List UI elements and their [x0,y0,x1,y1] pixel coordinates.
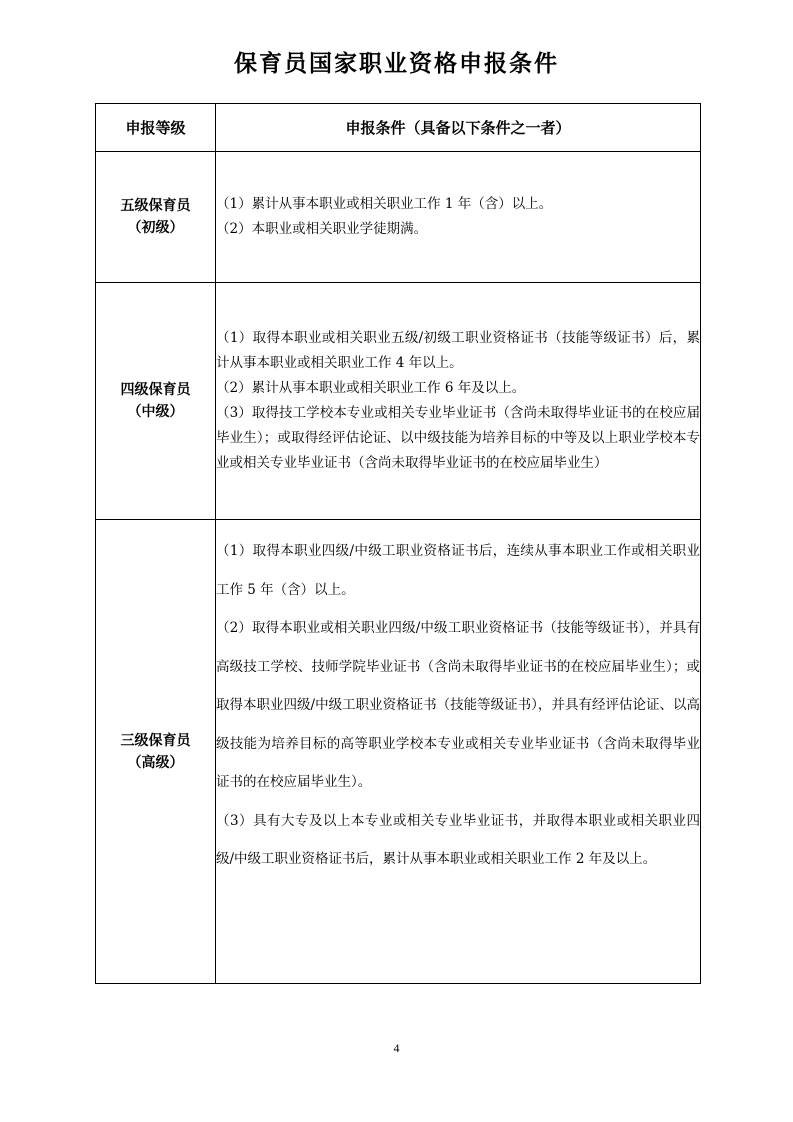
condition-item: （2）取得本职业或相关职业四级/中级工职业资格证书（技能等级证书），并具有高级技工学校、技师学院毕业证书（含尚未取得毕业证书的在校应届毕业生）；或取得本职业四级/中级工职业资格证书（技能等级证书），并具有经评估论证、以高级技能为培养目标的高等职业学校本专业或相关专业毕业证书（含尚未取得毕业证书的在校应届毕业生）。 [216,620,700,790]
condition-item: （3）具有大专及以上本专业或相关专业毕业证书，并取得本职业或相关职业四级/中级工职业资格证书后，累计从事本职业或相关职业工作 2 年及以上。 [216,812,700,867]
requirements-table [95,103,701,984]
table-row-level-5 [96,152,701,283]
conditions-cell [216,520,701,984]
level-grade: （高级） [127,754,184,771]
level-name: 三级保育员 [120,732,191,749]
level-cell [96,152,216,283]
header-level: 申报等级 [96,104,216,152]
condition-item: （1）累计从事本职业或相关职业工作 1 年（含）以上。 [216,196,553,212]
condition-item: （1）取得本职业或相关职业五级/初级工职业资格证书（技能等级证书）后，累计从事本职业或相关职业工作 4 年以上。 [216,330,700,371]
conditions-cell [216,283,701,520]
header-conditions: 申报条件（具备以下条件之一者） [216,104,701,152]
table-header-row [96,104,701,152]
level-cell [96,520,216,984]
page-number: 4 [393,1041,400,1055]
condition-item: （1）取得本职业四级/中级工职业资格证书后，连续从事本职业工作或相关职业工作 5 年（含）以上。 [216,543,700,598]
conditions-cell [216,152,701,283]
level-grade: （初级） [127,220,184,236]
level-name: 四级保育员 [120,382,191,398]
table-row-level-3 [96,520,701,984]
level-cell [96,283,216,520]
condition-item: （3）取得技工学校本专业或相关专业毕业证书（含尚未取得毕业证书的在校应届毕业生）；或取得经评估论证、以中级技能为培养目标的中等及以上职业学校本专业或相关专业毕业证书（含尚未取得毕业证书的在校应届毕业生） [216,405,700,471]
condition-item: （2）本职业或相关职业学徒期满。 [216,221,428,237]
table-row-level-4 [96,283,701,520]
document-title: 保育员国家职业资格申报条件 [234,51,559,77]
condition-item: （2）累计从事本职业或相关职业工作 6 年及以上。 [216,380,526,396]
level-name: 五级保育员 [120,198,191,214]
level-grade: （中级） [127,404,184,420]
